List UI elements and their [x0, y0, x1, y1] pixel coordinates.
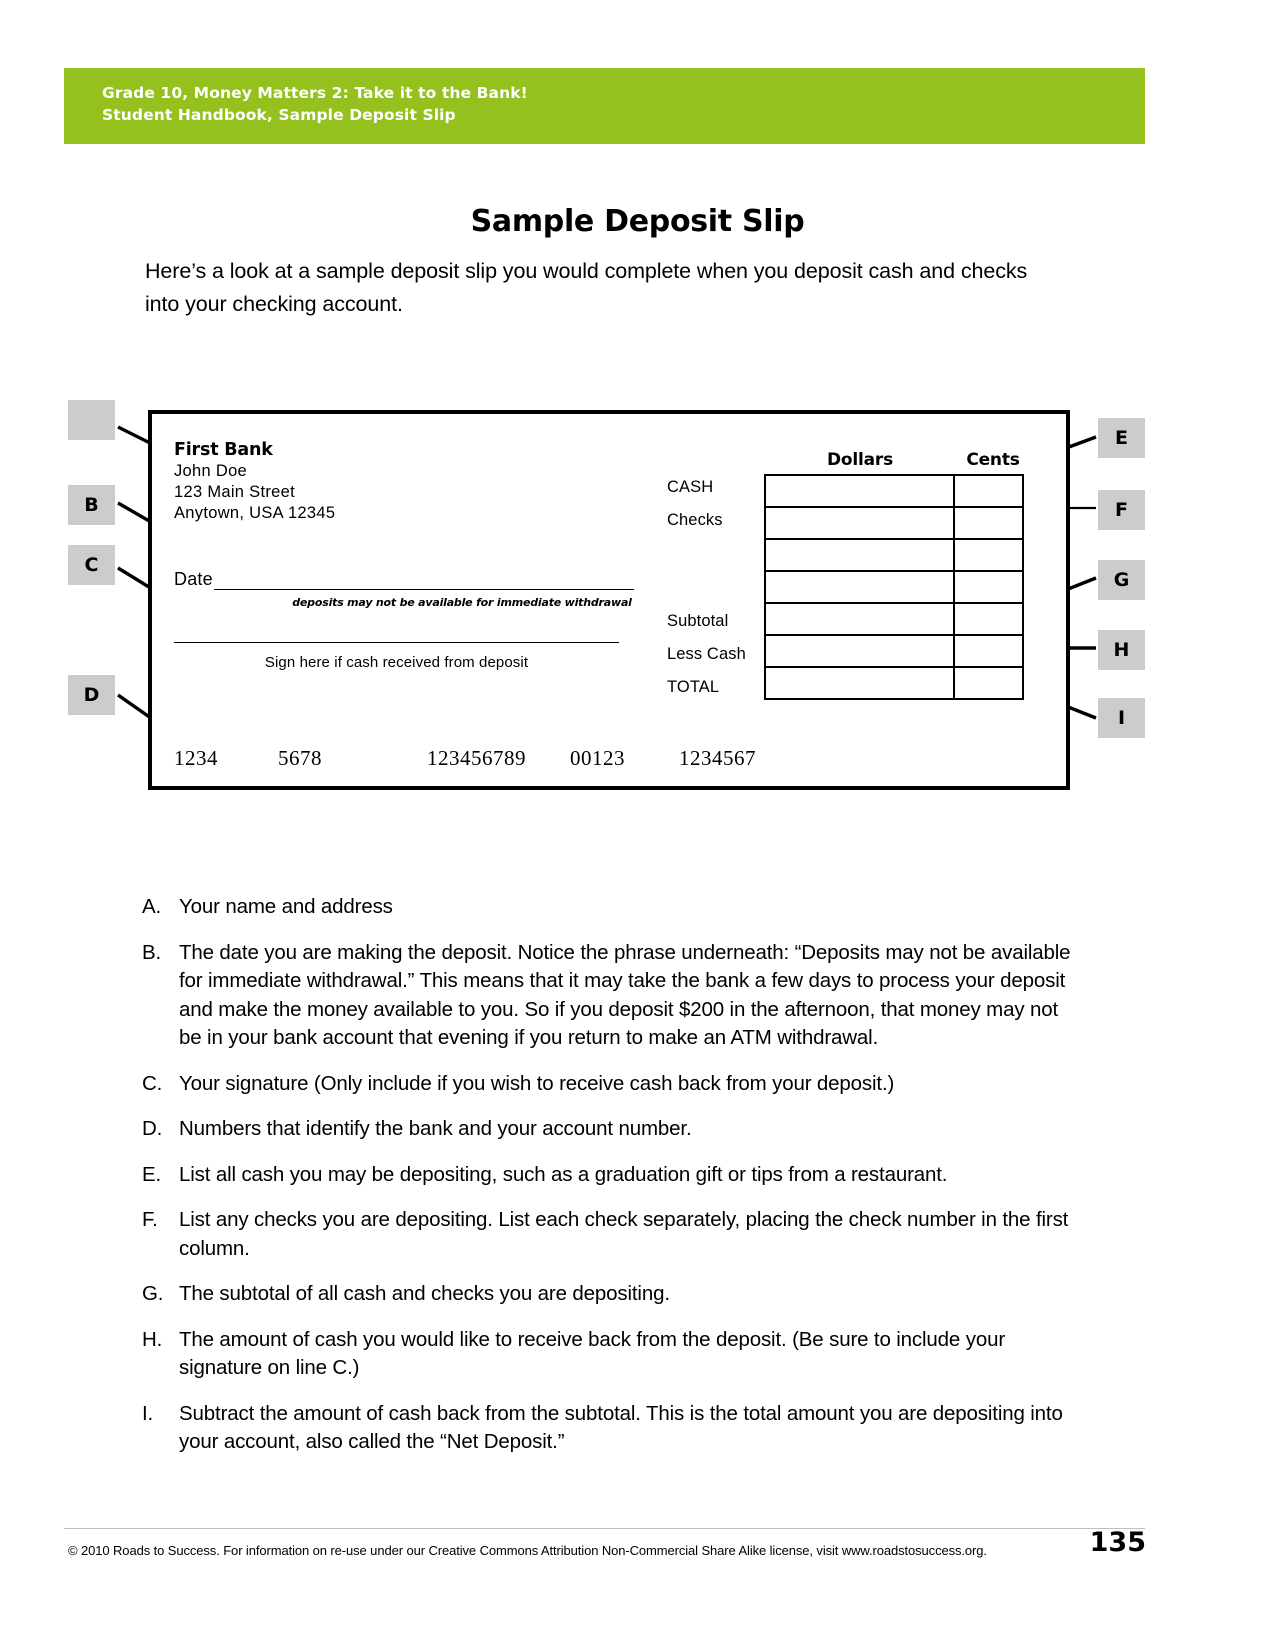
cell-blank2-dollars[interactable] — [765, 571, 954, 603]
deposit-slip — [148, 410, 1070, 790]
note-text-i: Subtract the amount of cash back from the subtotal. This is the total amount you are depositing into your account, also called the “Net Deposit.” — [179, 1401, 1063, 1453]
cell-total-dollars[interactable] — [765, 667, 954, 699]
page-number: 135 — [1089, 1527, 1146, 1558]
note-text-b: The date you are making the deposit. Notice the phrase underneath: “Deposits may not be available for immediate withdrawal.” This means that it may take the bank a few days to process your deposit and make the money available to you. So if you deposit $200 in the afternoon, that money may not be in your bank account that evening if you return to make an ATM withdrawal. — [179, 940, 1071, 1049]
note-letter-a: A. — [142, 895, 162, 918]
availability-fineprint: deposits may not be available for immediate withdrawal — [292, 596, 632, 609]
amount-column-headers — [764, 450, 1030, 470]
cell-cash-cents[interactable] — [954, 475, 1023, 507]
callout-badge-f: F — [1098, 490, 1145, 530]
table-row — [765, 507, 1023, 539]
row-label-checks: Checks — [667, 511, 723, 530]
callout-badge-a — [68, 400, 115, 440]
note-letter-d: D. — [142, 1117, 163, 1140]
micr-account-no: 1234567 — [679, 746, 756, 770]
account-holder: John Doe — [174, 462, 248, 480]
table-row — [765, 667, 1023, 699]
row-label-total: TOTAL — [667, 678, 720, 697]
header-course-line: Grade 10, Money Matters 2: Take it to the Bank! — [102, 84, 528, 102]
note-letter-f: F. — [142, 1208, 158, 1231]
table-row — [765, 635, 1023, 667]
note-letter-g: G. — [142, 1282, 164, 1305]
list-item — [142, 1400, 1077, 1457]
amount-row-labels — [667, 474, 762, 708]
table-row — [765, 475, 1023, 507]
row-label-blank-2 — [667, 574, 762, 607]
cell-blank1-cents[interactable] — [954, 539, 1023, 571]
micr-routing-b: 5678 — [278, 746, 322, 770]
callout-badge-c: C — [68, 545, 115, 585]
table-row — [765, 571, 1023, 603]
date-input-rule[interactable] — [214, 575, 634, 590]
footer-divider — [64, 1528, 1145, 1529]
list-item — [142, 1280, 1077, 1309]
page-title: Sample Deposit Slip — [470, 204, 805, 239]
note-text-c: Your signature (Only include if you wish to receive cash back from your deposit.) — [179, 1071, 895, 1095]
note-letter-h: H. — [142, 1327, 163, 1351]
deposit-slip-figure — [0, 390, 1275, 810]
header-band — [64, 68, 1145, 144]
header-section-line: Student Handbook, Sample Deposit Slip — [102, 106, 456, 124]
micr-routing-d: 00123 — [570, 746, 625, 770]
intro-paragraph: Here’s a look at a sample deposit slip you would complete when you deposit cash and checks into your checking account. — [145, 259, 1028, 316]
callout-badge-h: H — [1098, 630, 1145, 670]
date-label: Date — [174, 569, 213, 589]
signature-caption: Sign here if cash received from deposit — [264, 654, 529, 671]
callout-badge-d: D — [68, 675, 115, 715]
bank-name: First Bank — [174, 440, 273, 460]
cell-lesscash-cents[interactable] — [954, 635, 1023, 667]
list-item — [142, 893, 1077, 922]
cell-checks-dollars[interactable] — [765, 507, 954, 539]
table-row — [765, 539, 1023, 571]
row-label-blank-1 — [667, 541, 762, 574]
cell-subtotal-cents[interactable] — [954, 603, 1023, 635]
list-item — [142, 1070, 1077, 1099]
list-item — [142, 1326, 1077, 1383]
callout-badge-g: G — [1098, 560, 1145, 600]
cell-total-cents[interactable] — [954, 667, 1023, 699]
cell-lesscash-dollars[interactable] — [765, 635, 954, 667]
cell-checks-cents[interactable] — [954, 507, 1023, 539]
callout-notes-list — [142, 893, 1077, 1474]
date-field-row — [174, 569, 634, 590]
address-line-2: Anytown, USA 12345 — [174, 504, 336, 522]
cell-subtotal-dollars[interactable] — [765, 603, 954, 635]
cell-blank1-dollars[interactable] — [765, 539, 954, 571]
micr-routing-a: 1234 — [174, 746, 218, 770]
note-text-h: The amount of cash you would like to receive back from the deposit. (Be sure to include your signature on line C.) — [179, 1327, 1005, 1379]
cell-blank2-cents[interactable] — [954, 571, 1023, 603]
list-item — [142, 939, 1077, 1053]
bank-info-block — [174, 440, 335, 524]
cents-column-header: Cents — [966, 450, 1020, 470]
note-text-e: List all cash you may be depositing, such as a graduation gift or tips from a restaurant. — [179, 1162, 948, 1186]
callout-badge-e: E — [1098, 418, 1145, 458]
row-label-subtotal: Subtotal — [667, 611, 729, 630]
note-text-a: Your name and address — [179, 895, 393, 918]
address-line-1: 123 Main Street — [174, 483, 295, 501]
row-label-less-cash: Less Cash — [667, 644, 746, 663]
note-letter-i: I. — [142, 1401, 154, 1425]
note-letter-e: E. — [142, 1162, 162, 1186]
note-letter-b: B. — [142, 940, 162, 964]
list-item — [142, 1206, 1077, 1263]
footer-credit: © 2010 Roads to Success. For information on re-use under our Creative Commons Attribution Non-Commercial Share Alike license, visit www.roadstosuccess.org. — [68, 1543, 987, 1558]
micr-routing-c: 123456789 — [427, 746, 526, 770]
note-text-f: List any checks you are depositing. List each check separately, placing the check number in the first column. — [179, 1208, 1069, 1260]
note-letter-c: C. — [142, 1071, 163, 1095]
list-item — [142, 1115, 1077, 1144]
row-label-cash: CASH — [667, 478, 714, 496]
dollars-column-header: Dollars — [826, 450, 894, 470]
note-text-g: The subtotal of all cash and checks you are depositing. — [179, 1282, 670, 1305]
amount-table — [764, 474, 1024, 700]
callout-badge-b: B — [68, 485, 115, 525]
list-item — [142, 1161, 1077, 1190]
table-row — [765, 603, 1023, 635]
cell-cash-dollars[interactable] — [765, 475, 954, 507]
callout-badge-i: I — [1098, 698, 1145, 738]
signature-rule[interactable] — [174, 642, 619, 643]
note-text-d: Numbers that identify the bank and your account number. — [179, 1117, 692, 1140]
